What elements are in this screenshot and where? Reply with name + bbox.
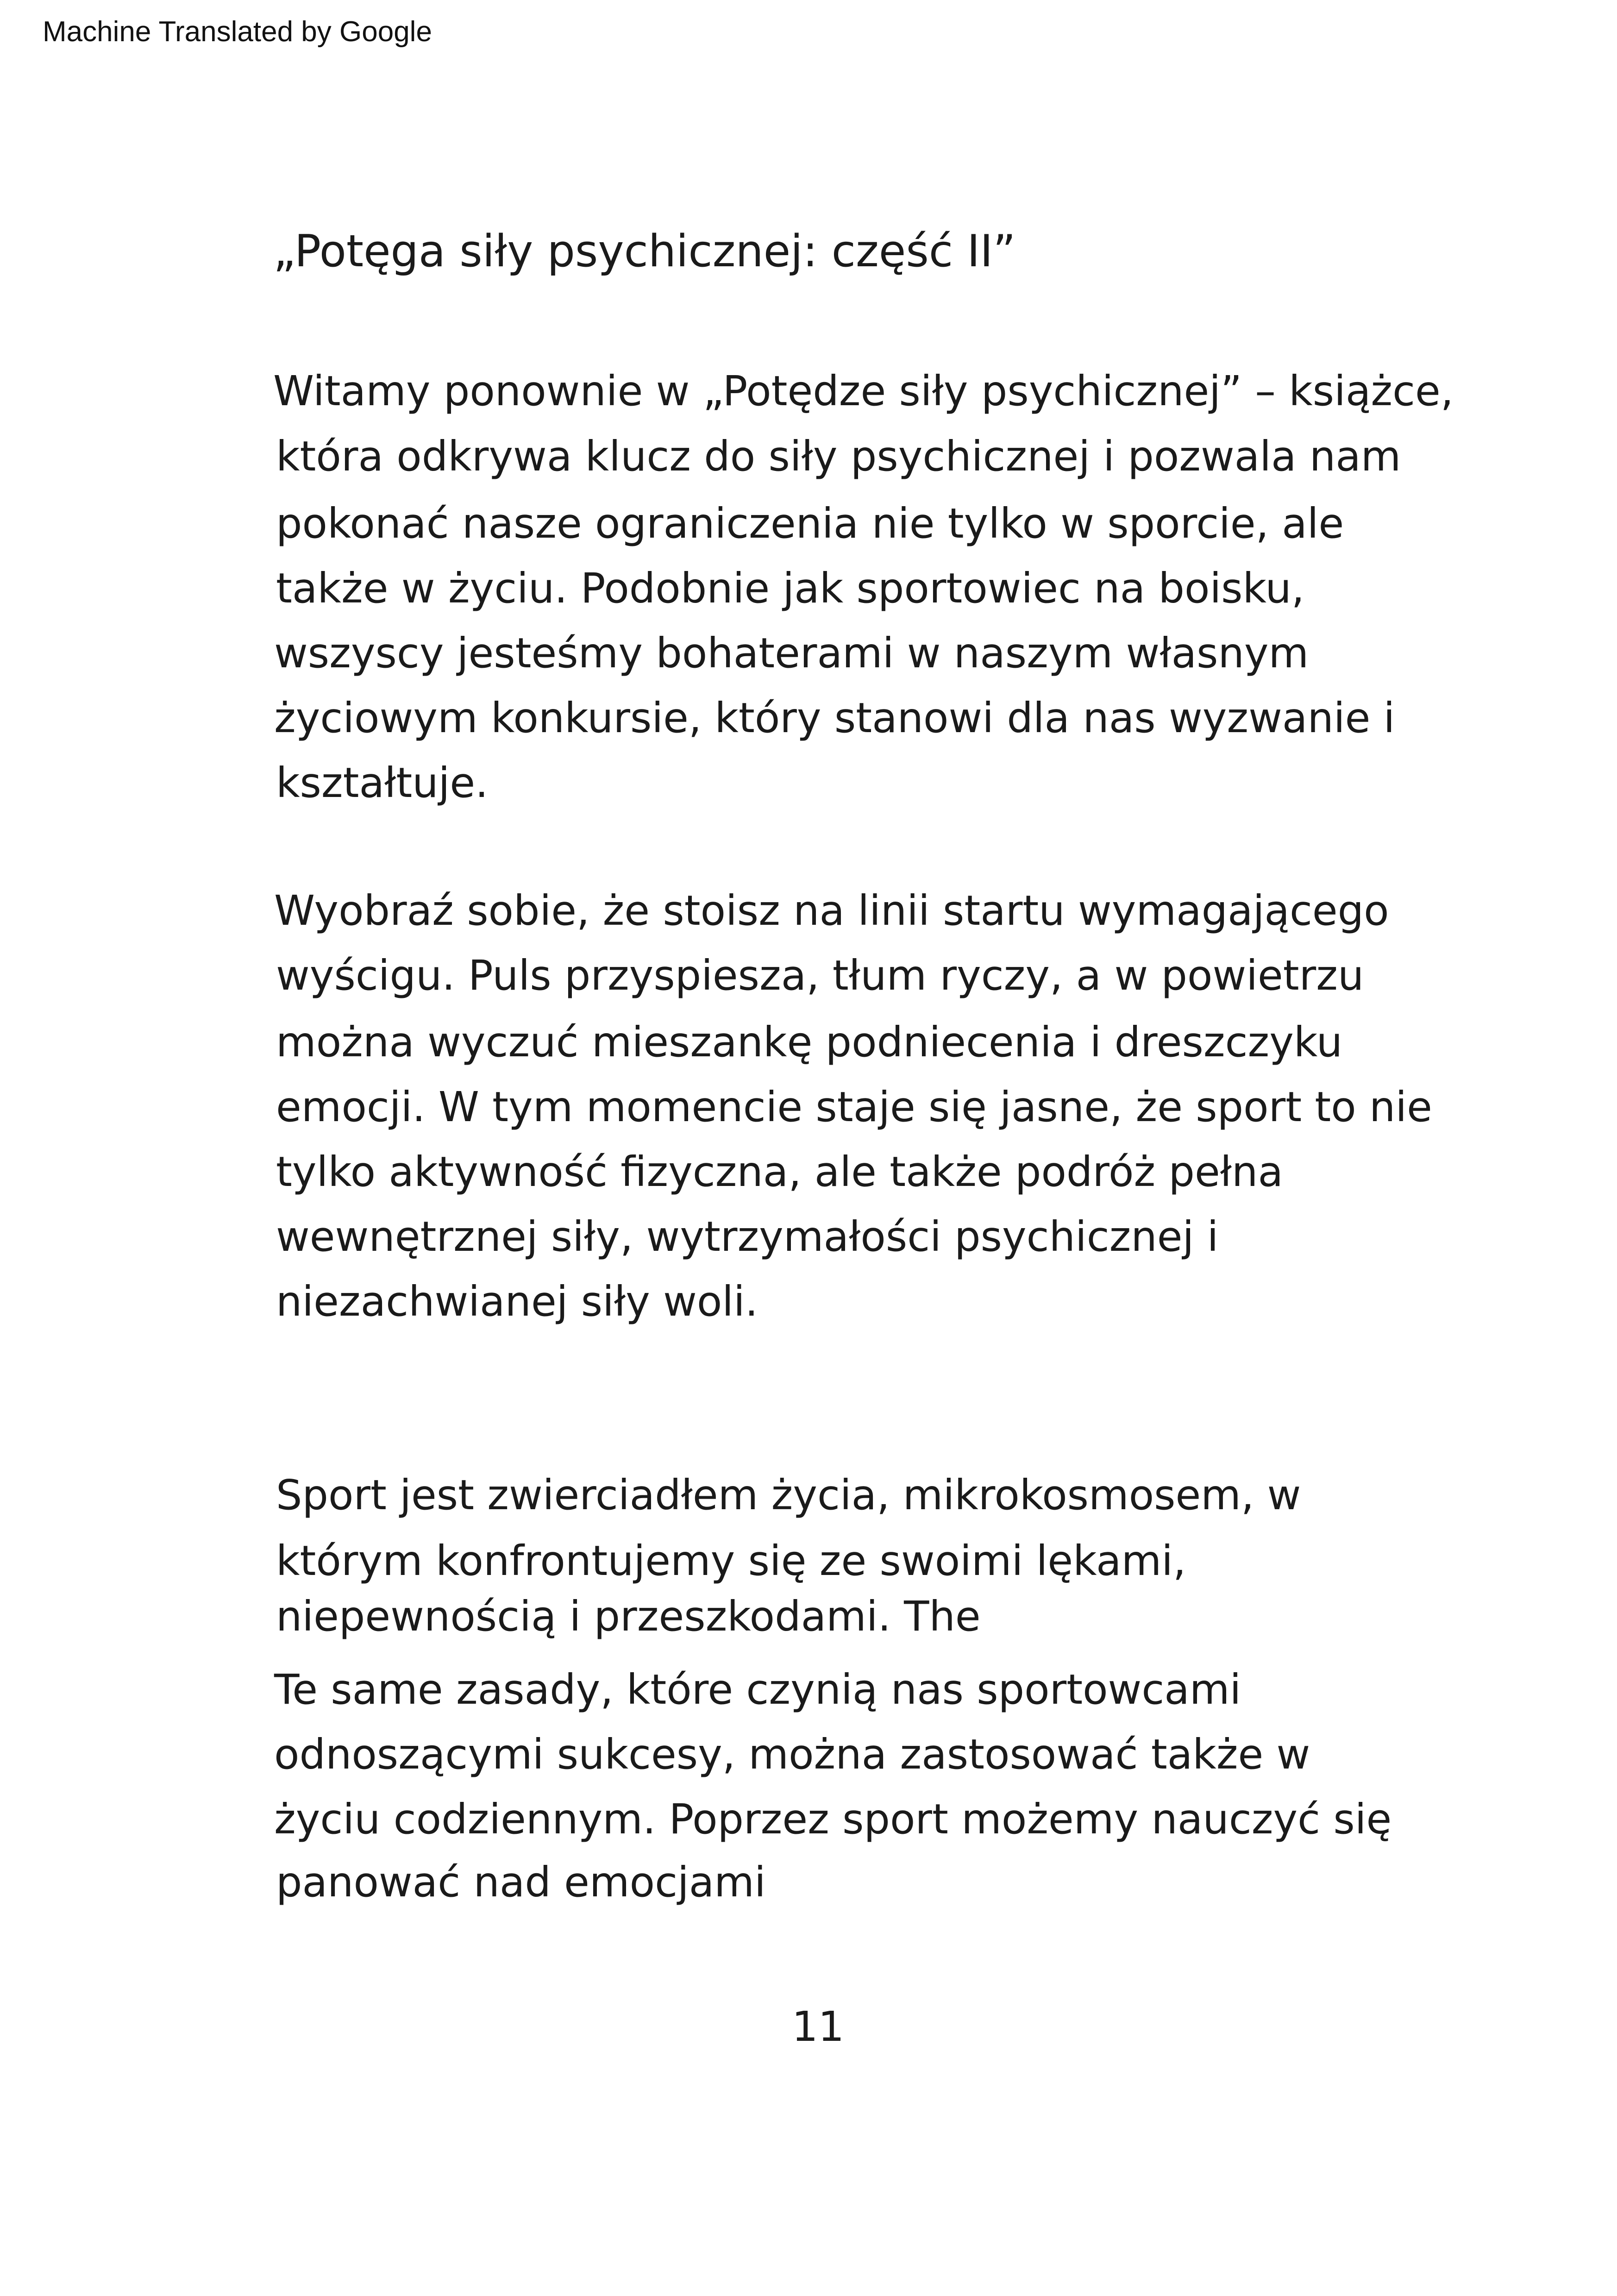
paragraph-line: można wyczuć mieszankę podniecenia i dreszczyku [276,1018,1343,1066]
paragraph-line: Sport jest zwierciadłem życia, mikrokosmosem, w [276,1471,1301,1519]
paragraph-line: emocji. W tym momencie staje się jasne, że sport to nie [276,1083,1432,1131]
page-title: „Potęga siły psychicznej: część II” [273,226,1016,277]
paragraph-line: panować nad emocjami [276,1858,766,1906]
paragraph-line: Witamy ponownie w „Potędze siły psychicznej” – książce, [273,367,1454,415]
paragraph-line: wszyscy jesteśmy bohaterami w naszym własnym [274,629,1309,677]
paragraph-line: życiowym konkursie, który stanowi dla nas wyzwanie i [274,694,1395,742]
paragraph-line: wewnętrznej siły, wytrzymałości psychicznej i [276,1212,1219,1261]
paragraph-line: odnoszącymi sukcesy, można zastosować także w [274,1730,1310,1778]
paragraph-line: którym konfrontujemy się ze swoimi lękami, [276,1537,1186,1585]
machine-translation-banner: Machine Translated by Google [43,16,432,48]
paragraph-line: wyścigu. Puls przyspiesza, tłum ryczy, a w powietrzu [276,951,1364,999]
paragraph-line: życiu codziennym. Poprzez sport możemy nauczyć się [274,1795,1392,1843]
paragraph-line: Te same zasady, które czynią nas sportowcami [274,1665,1241,1713]
paragraph-line: także w życiu. Podobnie jak sportowiec na boisku, [276,564,1305,612]
paragraph-line: która odkrywa klucz do siły psychicznej i pozwala nam [276,432,1401,480]
paragraph-line: kształtuje. [276,759,489,807]
paragraph-line: niezachwianej siły woli. [276,1277,758,1325]
paragraph-line: niepewnością i przeszkodami. The [276,1592,981,1640]
paragraph-line: Wyobraź sobie, że stoisz na linii startu wymagającego [274,886,1389,935]
paragraph-line: pokonać nasze ograniczenia nie tylko w sporcie, ale [276,499,1344,547]
paragraph-line: tylko aktywność fizyczna, ale także podróż pełna [276,1148,1283,1196]
page-number: 11 [792,2002,845,2051]
